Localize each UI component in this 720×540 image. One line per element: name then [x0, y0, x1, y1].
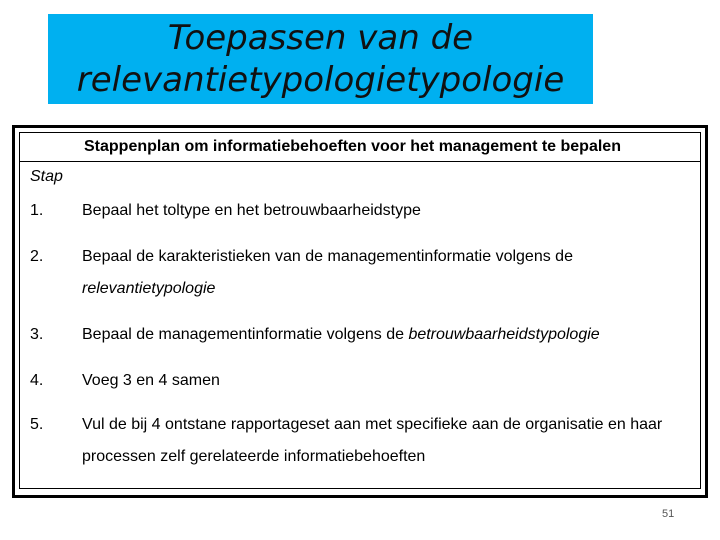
- step-text-italic: relevantietypologie: [82, 280, 216, 297]
- step-text-main: Bepaal de karakteristieken van de managementinformatie volgens de: [82, 248, 573, 265]
- step-text-main: Vul de bij 4 ontstane rapportageset aan met specifieke aan de organisatie en haar processen zelf gerelateerde informatiebehoeften: [82, 416, 663, 465]
- steps-table: [19, 132, 701, 489]
- steps-table-frame: [12, 125, 708, 498]
- header-divider: [20, 161, 700, 162]
- step-text-main: Voeg 3 en 4 samen: [82, 372, 220, 389]
- page-number: 51: [662, 508, 675, 520]
- table-heading: Stappenplan om informatiebehoeften voor het management te bepalen: [84, 138, 621, 155]
- step-text-italic: betrouwbaarheidstypologie: [408, 326, 600, 343]
- step-text: [82, 365, 682, 397]
- step-number: 4.: [30, 372, 44, 389]
- step-text: [82, 319, 682, 351]
- slide-title-line-2: relevantietypologietypologie: [76, 60, 565, 100]
- step-number: 5.: [30, 416, 44, 433]
- step-column-header: Stap: [30, 168, 63, 185]
- title-banner: [48, 14, 593, 104]
- step-text: [82, 241, 682, 305]
- slide-title-line-1: Toepassen van de: [167, 18, 474, 58]
- step-number: 1.: [30, 202, 44, 219]
- step-number: 3.: [30, 326, 44, 343]
- step-text-main: Bepaal de managementinformatie volgens de: [82, 326, 404, 343]
- step-text: [82, 409, 678, 473]
- step-text-main: Bepaal het toltype en het betrouwbaarheidstype: [82, 202, 421, 219]
- step-number: 2.: [30, 248, 44, 265]
- step-text: [82, 195, 682, 227]
